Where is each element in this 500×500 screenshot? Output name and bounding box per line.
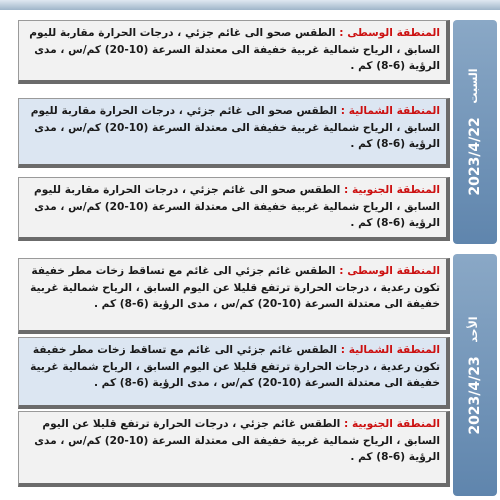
day-date: 2023/4/23	[467, 355, 483, 435]
forecast-text: الطقس صحو الى غائم جزئي ، درجات الحرارة مقاربة لليوم السابق ، الرياح شمالية غربية خفيفة الى معتدلة السرعة (10-20) كم/س ، مدى الرؤية (6-8) كم .	[29, 27, 440, 72]
forecast-text: الطقس غائم جزئي الى غائم مع تساقط زخات مطر خفيفة تكون رعدية ، درجات الحرارة ترتفع قليلا عن اليوم السابق ، الرياح شمالية غربية خفيفة الى معتدلة السرعة (10-20) كم/س ، مدى الرؤية (6-8) كم .	[30, 265, 440, 310]
forecast-text: الطقس صحو الى غائم جزئي ، درجات الحرارة مقاربة لليوم السابق ، الرياح شمالية غربية خفيفة الى معتدلة السرعة (10-20) كم/س ، مدى الرؤية (6-8) كم .	[30, 105, 440, 150]
region-label: المنطقة الجنوبية :	[344, 184, 440, 196]
day-date: 2023/4/22	[467, 117, 483, 196]
region-label: المنطقة الجنوبية :	[344, 418, 440, 430]
day-name: السبت	[467, 68, 480, 104]
region-label: المنطقة الوسطى :	[339, 27, 440, 39]
region-label: المنطقة الشمالية :	[340, 344, 440, 356]
region-label: المنطقة الشمالية :	[340, 105, 440, 117]
forecast-text: الطقس غائم جزئي ، درجات الحرارة ترتفع قليلا عن اليوم السابق ، الرياح شمالية غربية خفيفة الى معتدلة السرعة (10-20) كم/س ، مدى الرؤية (6-8) كم .	[34, 418, 440, 463]
region-label: المنطقة الوسطى :	[339, 265, 440, 277]
forecast-text: الطقس غائم جزئي الى غائم مع تساقط زخات مطر خفيفة تكون رعدية ، درجات الحرارة ترتفع قليلا عن اليوم السابق ، الرياح شمالية غربية خفيفة الى معتدلة السرعة (10-20) كم/س ، مدى الرؤية (6-8) كم .	[30, 344, 440, 389]
forecast-card-south	[18, 177, 450, 241]
day-column-sunday	[453, 254, 497, 496]
forecast-card-central	[18, 258, 450, 334]
forecast-card-south	[18, 411, 450, 487]
day-name: الأحد	[467, 315, 480, 342]
forecast-card-north	[18, 98, 450, 168]
forecast-card-north	[18, 337, 450, 409]
forecast-card-central	[18, 20, 450, 84]
header-banner	[0, 0, 500, 10]
day-column-saturday	[453, 20, 497, 244]
forecast-text: الطقس صحو الى غائم جزئي ، درجات الحرارة مقاربة لليوم السابق ، الرياح شمالية غربية خفيفة الى معتدلة السرعة (10-20) كم/س ، مدى الرؤية (6-8) كم .	[34, 184, 440, 229]
